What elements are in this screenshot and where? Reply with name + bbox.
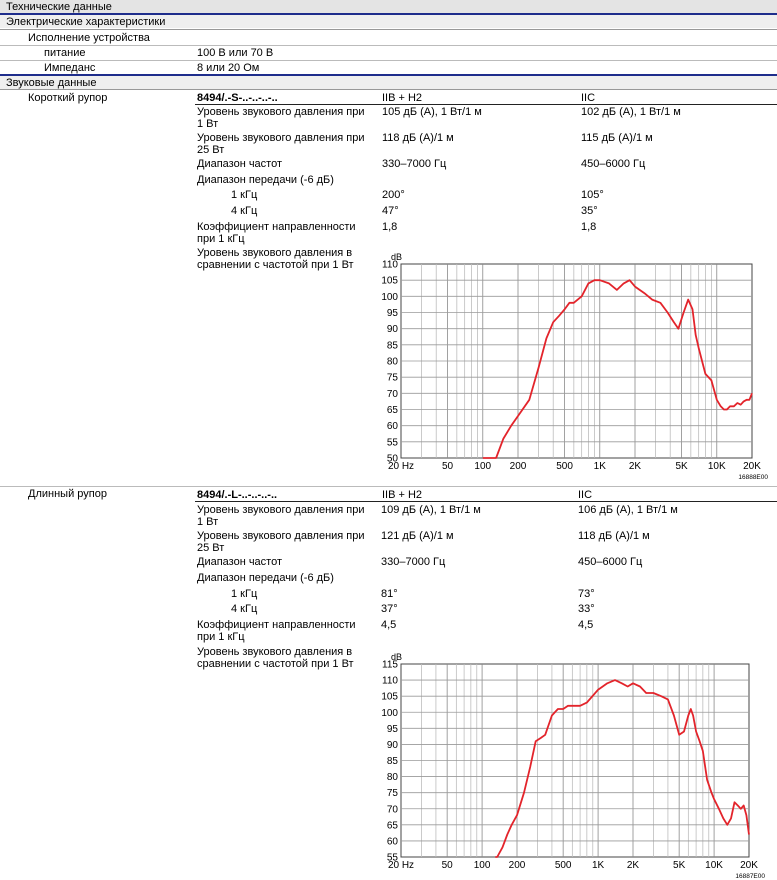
y-tick-label: 60 xyxy=(386,421,398,433)
x-tick-label: 200 xyxy=(509,461,527,472)
short-spl1-v2: 102 дБ (A), 1 Вт/1 м xyxy=(581,106,681,118)
long-dir-v2: 4,5 xyxy=(578,619,594,631)
y-tick-label: 55 xyxy=(386,437,398,449)
figure-code: 16887E00 xyxy=(735,873,765,880)
short-k4-v1: 47° xyxy=(382,205,399,217)
short-horn-spl-chart xyxy=(372,248,772,488)
long-spl25-v1: 121 дБ (A)/1 м xyxy=(381,530,454,542)
y-tick-label: 90 xyxy=(386,739,398,751)
y-tick-label: 110 xyxy=(382,259,398,271)
x-tick-label: 500 xyxy=(554,860,572,871)
short-beam-label: Диапазон передачи (-6 дБ) xyxy=(197,174,334,186)
y-tick-label: 100 xyxy=(381,291,398,303)
x-tick-label: 5K xyxy=(673,860,686,871)
short-freq-v2: 450–6000 Гц xyxy=(581,158,646,170)
short-dir-label: Коэффициент направленности при 1 кГц xyxy=(197,221,356,245)
long-spl25-label: Уровень звукового давления при 25 Вт xyxy=(197,530,365,554)
long-spl1-v2: 106 дБ (A), 1 Вт/1 м xyxy=(578,504,678,516)
y-tick-label: 105 xyxy=(381,275,398,287)
figure-code: 16888E00 xyxy=(738,474,768,481)
page-title: Технические данные xyxy=(6,1,112,13)
long-spl1-label: Уровень звукового давления при 1 Вт xyxy=(197,504,365,528)
short-spl1-label: Уровень звукового давления при 1 Вт xyxy=(197,106,365,130)
long-horn-label: Длинный рупор xyxy=(28,488,107,500)
short-dir-v2: 1,8 xyxy=(581,221,597,233)
long-horn-col2: IIC xyxy=(578,489,593,501)
variant-rule xyxy=(0,45,777,46)
x-tick-label: 5K xyxy=(675,461,688,472)
y-tick-label: 110 xyxy=(382,675,398,687)
short-spl25-label: Уровень звукового давления при 25 Вт xyxy=(197,132,365,156)
y-tick-label: 65 xyxy=(386,405,398,416)
short-k1-v2: 105° xyxy=(581,189,604,201)
long-freq-v1: 330–7000 Гц xyxy=(381,556,446,568)
long-horn-col1: IIB + H2 xyxy=(382,489,423,501)
y-tick-label: 70 xyxy=(386,388,398,400)
x-tick-label: 20K xyxy=(743,461,761,472)
short-k4-label: 4 кГц xyxy=(231,205,258,217)
y-tick-label: 85 xyxy=(386,340,398,352)
y-tick-label: 75 xyxy=(386,372,398,384)
long-spl1-v1: 109 дБ (A), 1 Вт/1 м xyxy=(381,504,481,516)
x-tick-label: 20K xyxy=(740,860,758,871)
y-tick-label: 60 xyxy=(386,836,398,848)
short-spl1-v1: 105 дБ (A), 1 Вт/1 м xyxy=(382,106,482,118)
y-tick-label: 65 xyxy=(386,820,398,832)
long-freq-v2: 450–6000 Гц xyxy=(578,556,643,568)
long-dir-v1: 4,5 xyxy=(381,619,397,631)
x-tick-label: 200 xyxy=(508,860,526,871)
y-tick-label: 95 xyxy=(386,723,398,735)
x-tick-label: 10K xyxy=(705,860,723,871)
short-horn-col1: IIB + H2 xyxy=(382,92,423,104)
acoustic-band xyxy=(0,76,777,89)
x-tick-label: 1K xyxy=(593,461,606,472)
long-k4-v1: 37° xyxy=(381,603,398,615)
electrical-title: Электрические характеристики xyxy=(6,16,166,28)
short-freq-label: Диапазон частот xyxy=(197,158,283,170)
electrical-rule xyxy=(0,29,777,30)
short-horn-col2: IIC xyxy=(581,92,596,104)
x-tick-label: 2K xyxy=(628,461,642,472)
short-dir-v1: 1,8 xyxy=(382,221,398,233)
x-tick-label: 10K xyxy=(707,461,726,472)
y-tick-label: 50 xyxy=(386,453,398,465)
long-freq-label: Диапазон частот xyxy=(197,556,283,568)
short-horn-model: 8494/.-S-..-..-..-.. xyxy=(197,92,278,104)
long-model-rule xyxy=(195,501,777,502)
x-tick-label: 50 xyxy=(441,860,453,871)
long-chart-label: Уровень звукового давления в сравнении с частотой при 1 Вт xyxy=(197,646,354,670)
y-tick-label: 55 xyxy=(386,852,398,864)
supply-value: 100 В или 70 В xyxy=(197,47,274,59)
impedance-value: 8 или 20 Ом xyxy=(197,62,260,74)
acoustic-title: Звуковые данные xyxy=(6,77,97,89)
short-model-rule xyxy=(195,104,777,105)
y-axis-label: dB xyxy=(391,652,403,662)
header-band xyxy=(0,0,777,13)
long-k1-label: 1 кГц xyxy=(231,588,258,600)
y-tick-label: 95 xyxy=(386,308,398,319)
supply-label: питание xyxy=(44,47,86,59)
device-variant-label: Исполнение устройства xyxy=(28,32,150,44)
y-tick-label: 70 xyxy=(386,804,398,816)
supply-rule xyxy=(0,60,777,61)
y-tick-label: 90 xyxy=(386,324,398,336)
x-tick-label: 20 Hz xyxy=(387,860,415,871)
short-spl25-v1: 118 дБ (A)/1 м xyxy=(382,132,454,144)
x-tick-label: 1K xyxy=(591,860,605,871)
short-freq-v1: 330–7000 Гц xyxy=(382,158,447,170)
short-k4-v2: 35° xyxy=(581,205,598,217)
long-k1-v1: 81° xyxy=(381,588,398,600)
y-axis-label: dB xyxy=(391,252,403,262)
short-k1-v1: 200° xyxy=(382,189,405,201)
x-tick-label: 20 Hz xyxy=(387,461,415,472)
x-tick-label: 100 xyxy=(474,461,492,472)
long-horn-model: 8494/.-L-..-..-..-.. xyxy=(197,489,278,501)
y-tick-label: 80 xyxy=(386,772,398,784)
acoustic-rule xyxy=(0,89,777,90)
y-tick-label: 85 xyxy=(386,756,398,767)
y-tick-label: 115 xyxy=(382,659,398,671)
long-horn-spl-chart xyxy=(372,646,772,880)
short-k1-label: 1 кГц xyxy=(231,189,258,201)
long-spl25-v2: 118 дБ (A)/1 м xyxy=(578,530,650,542)
long-k1-v2: 73° xyxy=(578,588,595,600)
long-dir-label: Коэффициент направленности при 1 кГц xyxy=(197,619,356,643)
short-spl25-v2: 115 дБ (A)/1 м xyxy=(581,132,653,144)
long-beam-label: Диапазон передачи (-6 дБ) xyxy=(197,572,334,584)
x-tick-label: 50 xyxy=(441,461,454,472)
section-divider xyxy=(0,486,777,487)
y-tick-label: 75 xyxy=(386,788,398,800)
x-tick-label: 100 xyxy=(473,860,491,871)
short-chart-label: Уровень звукового давления в сравнении с частотой при 1 Вт xyxy=(197,247,354,271)
short-horn-label: Короткий рупор xyxy=(28,92,108,104)
long-k4-v2: 33° xyxy=(578,603,595,615)
x-tick-label: 2K xyxy=(626,860,640,871)
y-tick-label: 100 xyxy=(381,707,398,719)
y-tick-label: 105 xyxy=(381,691,398,703)
x-tick-label: 500 xyxy=(556,461,573,472)
long-k4-label: 4 кГц xyxy=(231,603,258,615)
impedance-label: Импеданс xyxy=(44,62,96,74)
y-tick-label: 80 xyxy=(386,356,398,368)
